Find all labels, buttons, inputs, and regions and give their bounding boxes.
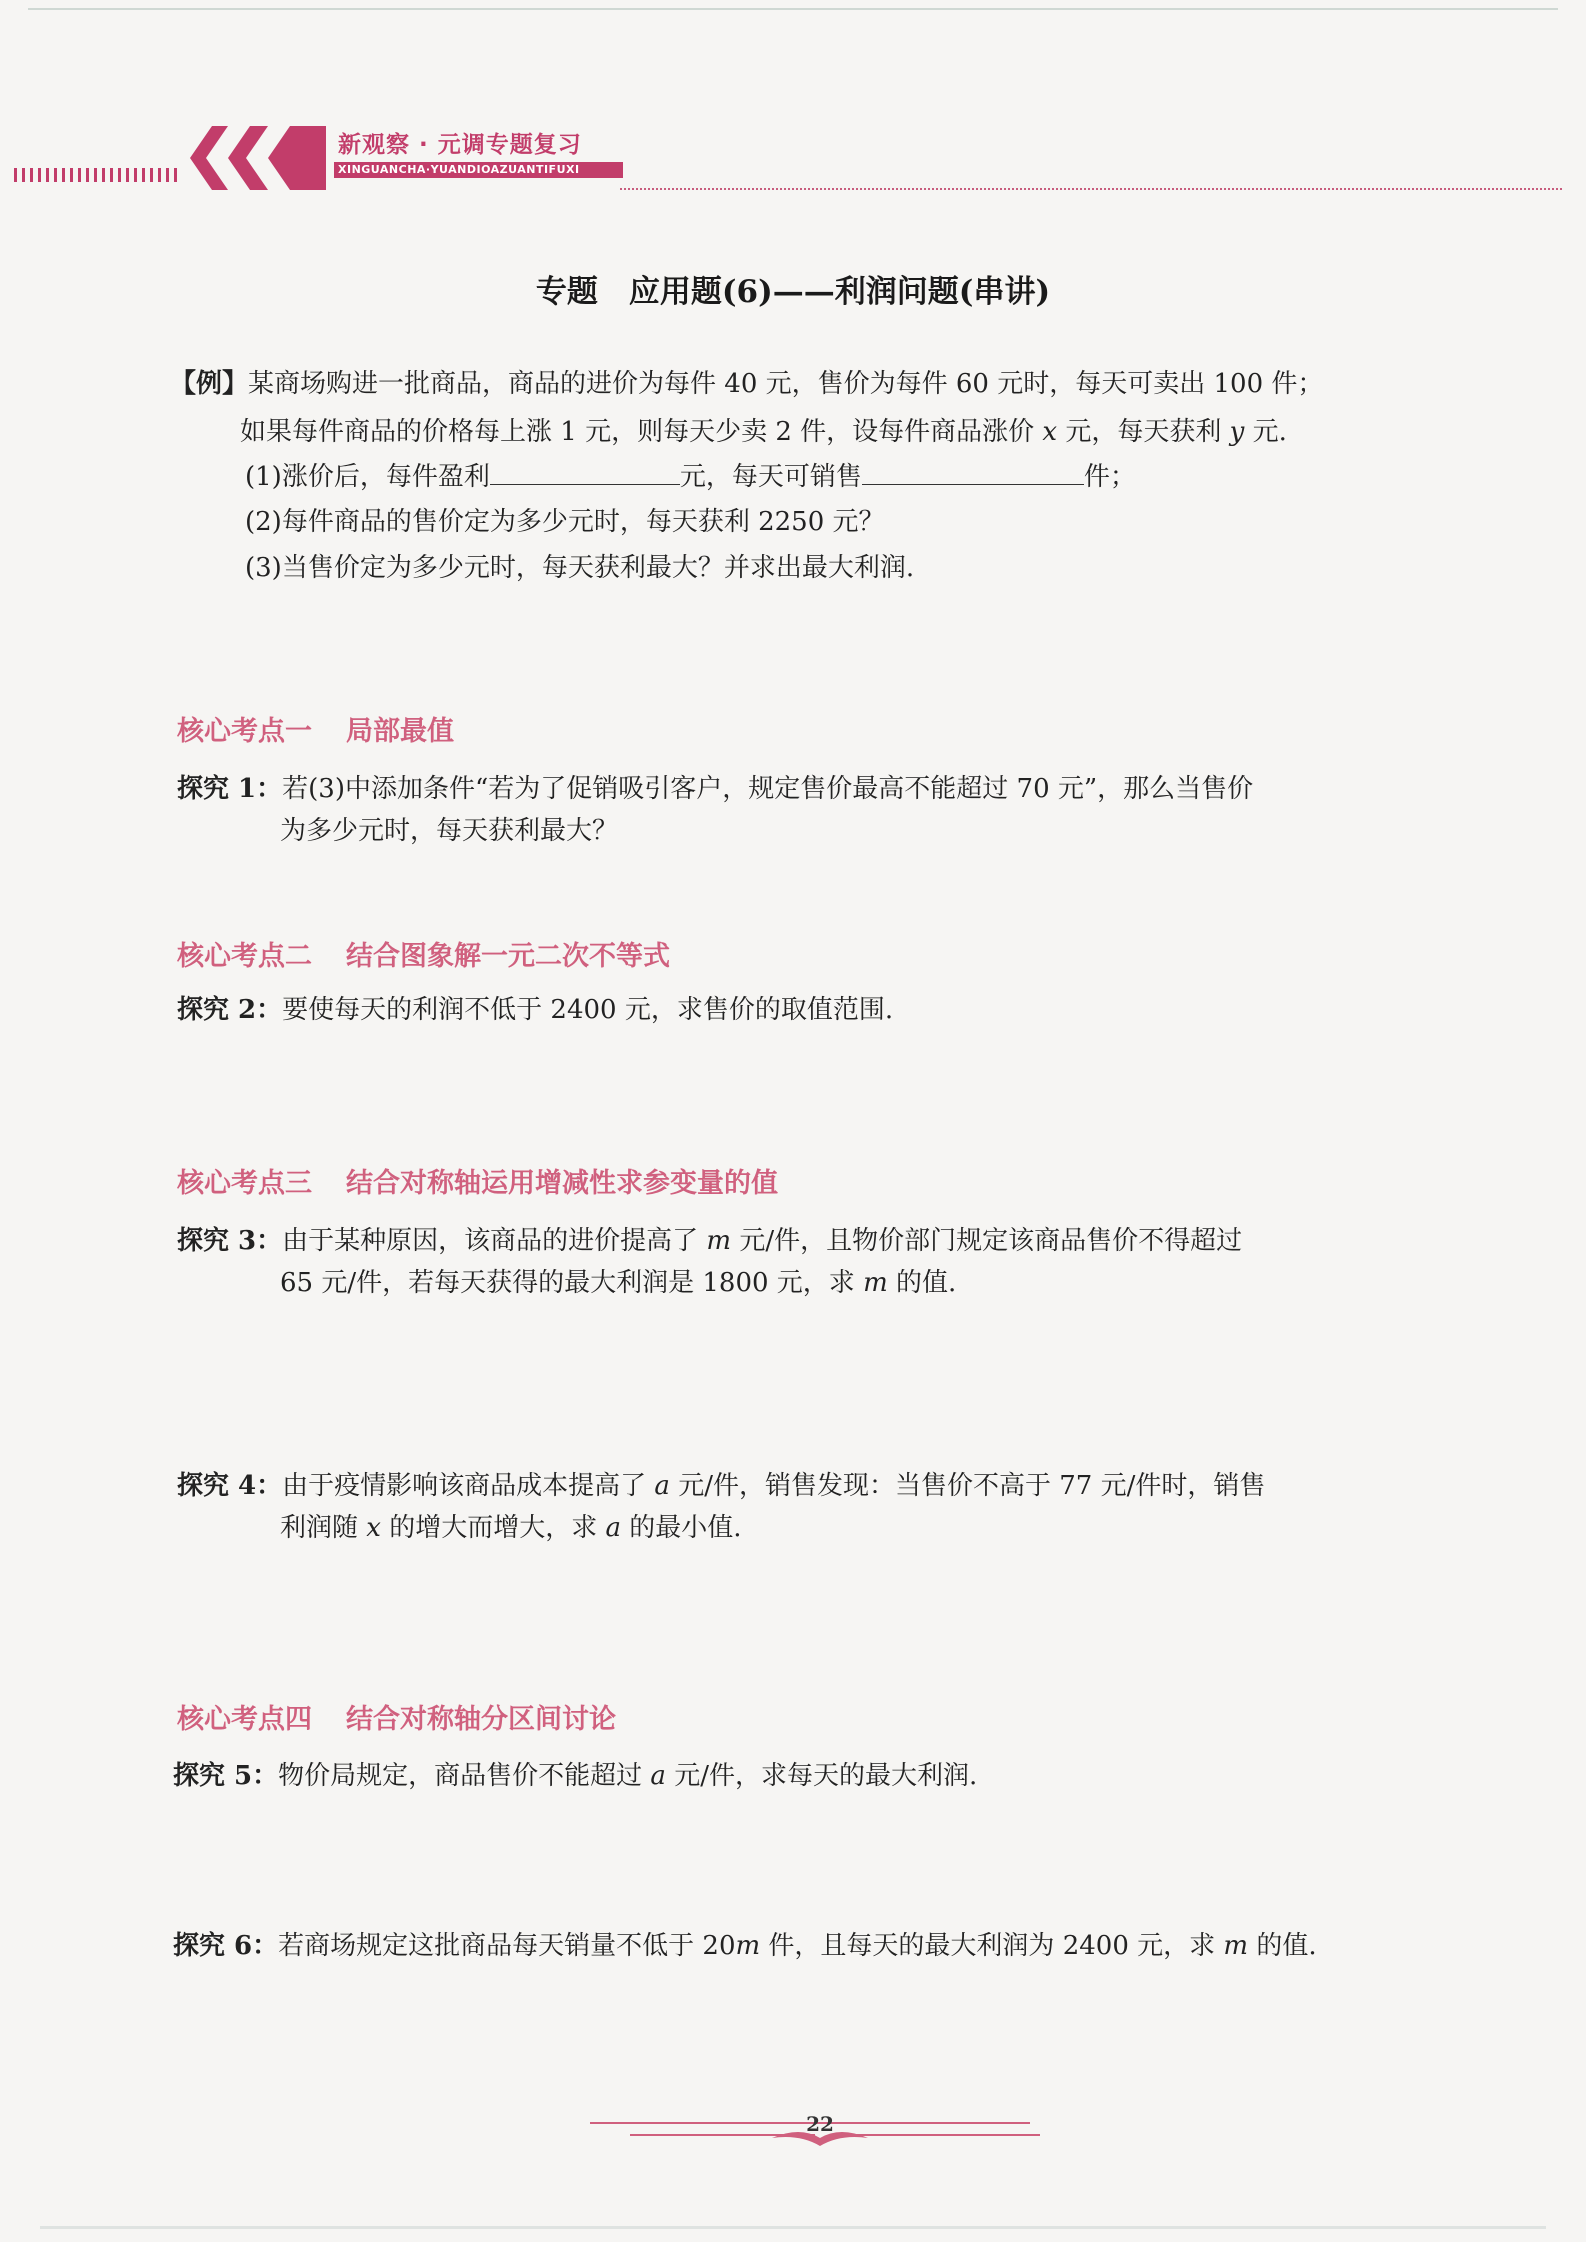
page-title: 专题 应用题(6)——利润问题(串讲) (535, 274, 1051, 310)
series-subtitle: XINGUANCHA·YUANDIOAZUANTIFUXI (334, 162, 623, 178)
variable-m: m (1223, 1931, 1249, 1961)
exploration-text-b: 元/件，销售发现：当售价不高于 77 元/件时，销售 (669, 1471, 1266, 1501)
exploration-text-d: 的增大而增大，求 (380, 1513, 606, 1543)
exploration-6-line-1 (173, 1926, 1317, 1966)
variable-a: a (654, 1471, 670, 1501)
question-3: (3)当售价定为多少元时，每天获利最大？并求出最大利润. (245, 553, 915, 583)
header-dotted-rule (620, 188, 1562, 190)
exploration-4-line-1 (177, 1466, 1265, 1506)
variable-m: m (863, 1268, 888, 1298)
example-line-1 (170, 364, 1323, 404)
example-text-2a: 如果每件商品的价格每上涨 1 元，则每天少卖 2 件，设每件商品涨价 (240, 417, 1043, 447)
section-label: 核心考点三 (177, 1168, 312, 1199)
exploration-text-a: 物价局规定，商品售价不能超过 (278, 1761, 651, 1791)
page-number: 22 (806, 2112, 834, 2136)
bottom-rule (40, 2226, 1546, 2229)
section-heading-2 (177, 937, 670, 977)
variable-x: x (1042, 417, 1058, 447)
section-title: 结合图象解一元二次不等式 (346, 941, 670, 972)
exploration-4-line-2 (280, 1508, 742, 1548)
exploration-3-line-2 (280, 1263, 956, 1303)
example-line-2 (240, 412, 1287, 452)
answer-blank-sales[interactable] (862, 456, 1084, 485)
example-text-2b: 元，每天获利 (1057, 417, 1230, 447)
exploration-text-b: 元/件，求每天的最大利润. (665, 1761, 978, 1791)
question-1 (245, 456, 1136, 497)
exploration-5-line-1 (173, 1756, 977, 1796)
section-title: 结合对称轴分区间讨论 (346, 1704, 616, 1735)
section-label: 核心考点二 (177, 941, 312, 972)
exploration-text-b: 元/件，且物价部门规定该商品售价不得超过 (731, 1226, 1243, 1256)
exploration-2-line-1 (177, 990, 893, 1030)
variable-x: x (366, 1513, 381, 1543)
page-footer (590, 2104, 1050, 2156)
exploration-3-line-1 (177, 1221, 1242, 1261)
exploration-label: 探究 1： (177, 774, 283, 804)
footer-rule-right (855, 2134, 1040, 2136)
exploration-text: 若(3)中添加条件“若为了促销吸引客户，规定售价最高不能超过 70 元”，那么当售价 (282, 774, 1254, 804)
section-title: 局部最值 (346, 716, 454, 747)
exploration-label: 探究 4： (177, 1471, 283, 1501)
section-label: 核心考点一 (177, 716, 312, 747)
exploration-text-a: 由于某种原因，该商品的进价提高了 (282, 1226, 707, 1256)
double-chevron-logo-icon (178, 124, 328, 192)
variable-a: a (650, 1761, 666, 1791)
exploration-text-d: 的值. (887, 1268, 957, 1298)
example-text-1: 某商场购进一批商品，商品的进价为每件 40 元，售价为每件 60 元时，每天可卖出 100 件； (248, 369, 1324, 399)
exploration-text-b: 件，且每天的最大利润为 2400 元，求 (760, 1931, 1224, 1961)
exploration-text-a: 由于疫情影响该商品成本提高了 (282, 1471, 655, 1501)
header-hatch-decoration (14, 168, 182, 182)
section-heading-4 (177, 1700, 616, 1740)
exploration-text-c: 65 元/件，若每天获得的最大利润是 1800 元，求 (280, 1268, 864, 1298)
question-1-text-c: 件； (1083, 462, 1136, 492)
question-1-text-b: 元，每天可销售 (679, 462, 862, 492)
variable-m: m (735, 1931, 761, 1961)
variable-m: m (706, 1226, 732, 1256)
example-label: 【例】 (170, 369, 249, 399)
section-heading-1 (177, 712, 454, 752)
variable-a: a (605, 1513, 621, 1543)
answer-blank-profit[interactable] (490, 456, 680, 485)
section-label: 核心考点四 (177, 1704, 312, 1735)
exploration-label: 探究 2： (177, 995, 283, 1025)
exploration-label: 探究 6： (173, 1931, 279, 1961)
exploration-text-e: 的最小值. (620, 1513, 742, 1543)
exploration-label: 探究 3： (177, 1226, 283, 1256)
exploration-label: 探究 5： (173, 1761, 279, 1791)
section-heading-3 (177, 1164, 778, 1204)
example-text-2c: 元. (1244, 417, 1287, 447)
exploration-1-line-2: 为多少元时，每天获利最大？ (280, 816, 619, 846)
exploration-text-c: 的值. (1248, 1931, 1317, 1961)
exploration-1-line-1 (177, 769, 1253, 809)
question-1-text-a: (1)涨价后，每件盈利 (245, 462, 490, 492)
top-rule (28, 8, 1558, 10)
exploration-text-c: 利润随 (280, 1513, 367, 1543)
exploration-text: 要使每天的利润不低于 2400 元，求售价的取值范围. (282, 995, 894, 1025)
variable-y: y (1229, 417, 1245, 447)
page-header (0, 118, 1586, 198)
series-title: 新观察 · 元调专题复习 (338, 132, 582, 158)
exploration-text-a: 若商场规定这批商品每天销量不低于 20 (278, 1931, 736, 1961)
section-title: 结合对称轴运用增减性求参变量的值 (346, 1168, 778, 1199)
question-2: (2)每件商品的售价定为多少元时，每天获利 2250 元？ (245, 507, 885, 537)
